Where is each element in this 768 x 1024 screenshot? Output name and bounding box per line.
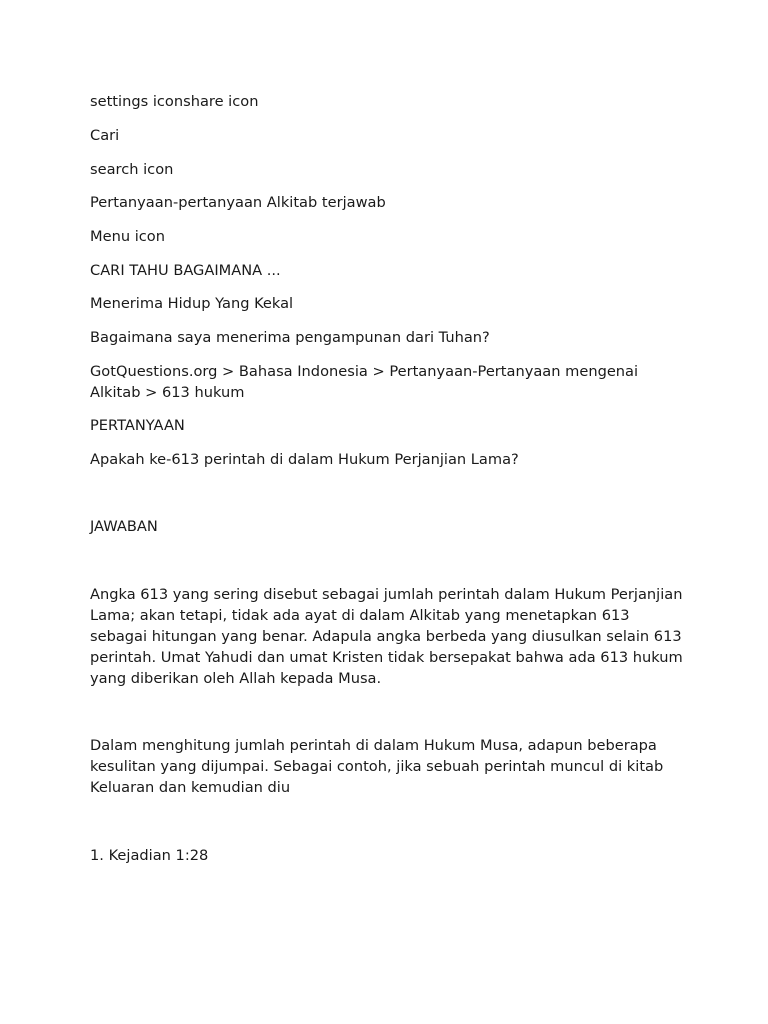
promo-link-forgiveness[interactable]: Bagaimana saya menerima pengampunan dari Tuhan?: [90, 329, 490, 346]
list-item: 1. Kejadian 1:28: [90, 847, 209, 864]
site-subtitle: Pertanyaan-pertanyaan Alkitab terjawab: [90, 194, 386, 211]
header-icons-text[interactable]: settings iconshare icon: [90, 93, 259, 110]
promo-link-eternal-life[interactable]: Menerima Hidup Yang Kekal: [90, 295, 294, 312]
menu-icon[interactable]: Menu icon: [90, 228, 165, 245]
answer-paragraph-2: Dalam menghitung jumlah perintah di dalam Hukum Musa, adapun beberapa kesulitan yang dijumpai. Sebagai contoh, jika sebuah perintah muncul di kitab Keluaran dan kemudian diu: [90, 737, 664, 796]
search-icon[interactable]: search icon: [90, 161, 174, 178]
answer-paragraph-1: Angka 613 yang sering disebut sebagai jumlah perintah dalam Hukum Perjanjian Lama; akan tetapi, tidak ada ayat di dalam Alkitab yang menetapkan 613 sebagai hitungan yang benar. Adapula angka berbeda yang diusulkan selain 613 perintah. Umat Yahudi dan umat Kristen tidak bersepakat bahwa ada 613 hukum yang diberikan oleh Allah kepada Musa.: [90, 586, 683, 687]
promo-heading: CARI TAHU BAGAIMANA ...: [90, 262, 281, 279]
breadcrumb[interactable]: GotQuestions.org > Bahasa Indonesia > Pertanyaan-Pertanyaan mengenai Alkitab > 613 hukum: [90, 363, 639, 401]
answer-label: JAWABAN: [90, 518, 158, 535]
search-label[interactable]: Cari: [90, 127, 120, 144]
question-label: PERTANYAAN: [90, 417, 185, 434]
question-title: Apakah ke-613 perintah di dalam Hukum Perjanjian Lama?: [90, 451, 519, 468]
